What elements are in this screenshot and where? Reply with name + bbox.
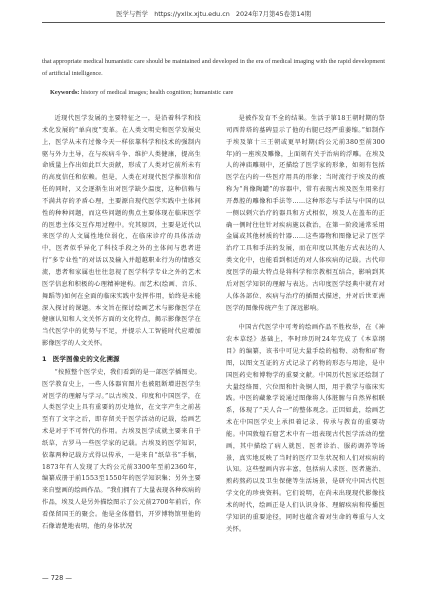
keywords-label: Keywords: (50, 89, 80, 96)
page-number: — 728 — (42, 574, 72, 582)
header-divider (42, 22, 385, 23)
intro-paragraph: 近现代医学发展的主要特征之一，是沿着科学和技术化发展的“单向度”变革。在人类文明史和医学发展史上，医学从未有过像今天一样依靠科学和技术的强制内驱与外力主导，在与疾病斗争、维护人类健康，提高生命质量上作出如此巨大贡献，形成了人类对它前所未有的高度信任和依赖。但是，人类在对现代医学推崇和信任的同时，又会逐渐生出对医学缺少温度，这种信赖与不满共存的矛盾心理，主要源自现代医学实践中主体间性的种种问题，而这些问题的焦点主要体现在临床医学的医患主体交互作用过程中。究其原因，主要是近代以来医学的人文属性地位弱化，在临床诊疗的具体活动中，医者似乎异化了科技手段之外的主体间与患者进行“多专业性”的对话以及输入并超越职业行为的情感交流，患者和家属也往往忽视了医学科学专业之外的艺术医学信息和积极的心理精神建构。而艺术(绘画、音乐、舞蹈等)如何在全面的临床实践中发挥作用，始终是未能深入探讨的课题。本文旨在探讨绘画艺术与影像医学在健康认知和人文关怀方面的文化特点，揭示影像医学在当代医学中的优势与不足，并提示人工智能时代应增加影像医学的人文关怀。 (42, 115, 201, 348)
right-column (226, 113, 385, 536)
english-keywords (50, 87, 385, 99)
section-number: 1 (42, 354, 47, 363)
page-number-value: 728 (50, 574, 64, 582)
issue-info: 2024年7月第45卷第14期 (235, 10, 311, 18)
english-abstract-tail: that appropriate medical humanistic care should be maintained and developed in the era of medical imaging with the rapid development of artificial intelligence. (42, 58, 385, 78)
continued-paragraph: 是被作发育不全的结果。生活于第18王朝时期的祭司西普塔的墓碑显示了他的右腿已经严重萎缩。”如制作于埃及第十三王朝或更早时期(约公元前380至前300年)的一座埃及雕像，上面刻有关于治病的浮雕。在埃及人的神庙雕刻中，还描绘了医学家的形象，如刻有包括医学在内的一些医疗用具的形象；当时流行于埃及的被称为“肖像陶罐”的容器中，常有表现古埃及医生用来打开鼻腔的雕像和手法等……这种形态与手法与中国的以一侧以刺穴治疗的器具和方式相似，埃及人在盖布的正确一侧时往往针对疾病施以救治，在第一阶段通常采用金属或其他材质的针器……这些器物和图像记录了医学治疗工具和手法的发展，而在印度以其他方式表达的人类文化中，也能看到相近的对人体疾病的记载。古代印度医学的最大特点是将科学和宗教相互结合，影响到其后对医学知识的理解与表达。古印度医学经典中就有对人体各部位、疾病与治疗的插图式描述，并对后世亚洲医学的图像传统产生了深远影响。 (226, 115, 385, 312)
journal-url[interactable]: https://yxllx.xjtu.edu.cn (154, 10, 230, 18)
section-heading (42, 354, 201, 364)
left-column (42, 113, 201, 533)
running-header (0, 9, 427, 18)
paragraph-gap (226, 314, 385, 322)
chinese-medicine-paragraph: 中国古代医学中可考的绘画作品不胜枚举，在《神农本草经》基础上，李时珍历时24年完成了《本草纲目》的编纂，该书中可见大量手绘的植物、动物和矿物图，以图文互证的方式记录了药物的形态与用途，是中国医药史和博物学的重要文献。中国历代医家还绘制了大量经络图、穴位图和针灸铜人图，用于教学与临床实践。中医的藏象学说通过图像将人体脏腑与自然界相联系，体现了“天人合一”的整体观念。正因如此，绘画艺术在中国医学史上承担着记录、传承与教育的重要功能。中国敦煌石窟艺术中有一组表现古代医学活动的壁画，其中描绘了病人就医、医者诊治、服药调养等场景，真实地反映了当时的医疗卫生状况和人们对疾病的认知。这些壁画内容丰富，包括病人求医、医者施治、煎药熬药以及卫生保健等生活场景，是研究中国古代医学文化的珍贵资料。它们说明，在尚未出现现代影像技术的时代，绘画正是人们认识身体、理解疾病和传播医学知识的重要途径，同时也蕴含着对生命的尊重与人文关怀。 (226, 324, 385, 533)
section-title: 医学图像史的文化溯源 (52, 354, 120, 363)
keywords-text: history of medical images; health cognition; humanistic care (80, 89, 234, 96)
section-paragraph: “按照整个医学史，我们看到的是一部医学插图史。医学教育史上，一些人体器官图片也被阻断增进医学生对医学的理解与学习。”以古埃及、印度和中国医学，在人类医学史上具有重要的历史地位，在文字产生之前甚至有了文字之后，即存留关于医学活动的记载，绘画艺术是对于不可替代的作用。古埃及医学成就主要来自于纸草，古罗马一些医学家的记载。古埃及的医学知识，依靠两种记载方式得以传承，一是来自“纸草书”手稿，1873年有人发现了大约公元前3300年至前2360年，编纂成册于前1553至1550年的医学知识集；另外主要来自壁画的绘画作品。“我们拥有了大量表现各种疾病的作品，埃及人是另外描绘图示了公元前2700年前后，你看保留国王的聚会。他是全体僧侣，开罗博物馆里他的石像请楚地表明，他的身体状况 (42, 368, 201, 530)
journal-name: 医学与哲学 (116, 10, 149, 18)
